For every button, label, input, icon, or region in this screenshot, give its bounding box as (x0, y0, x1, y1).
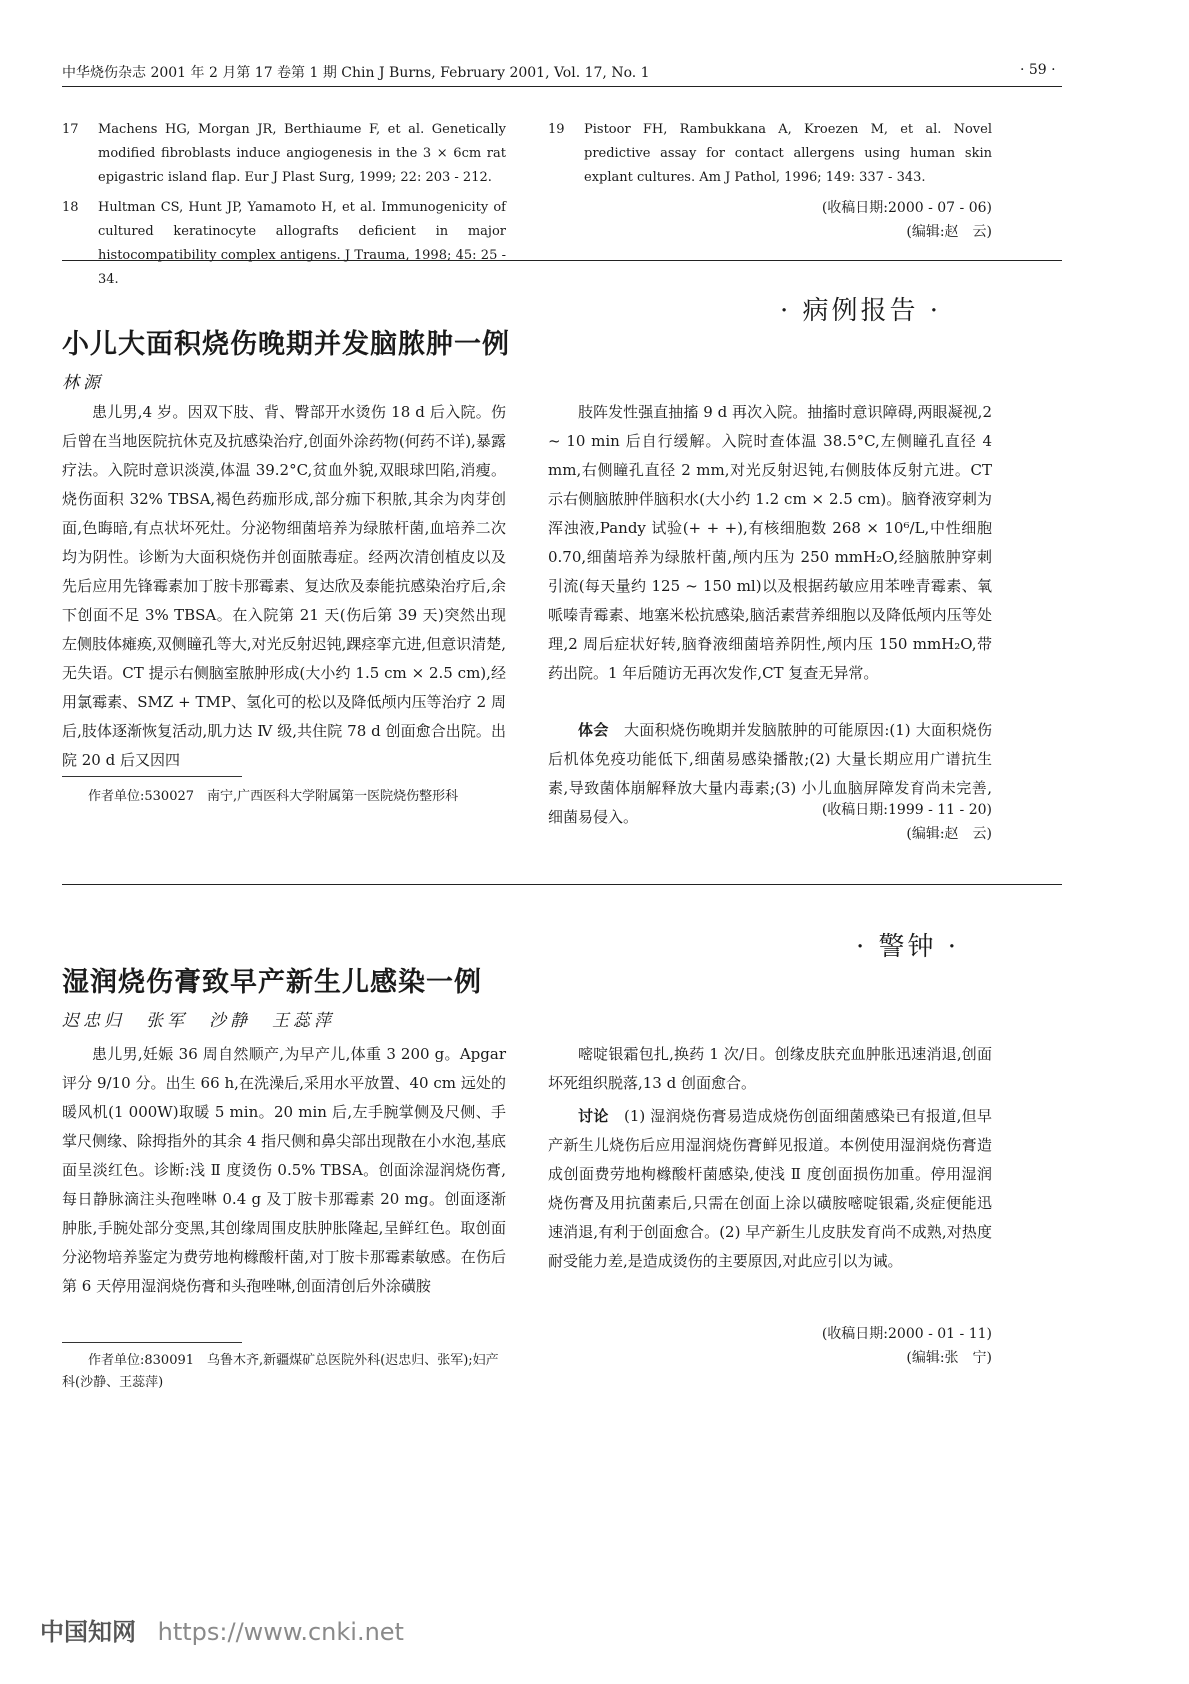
author-affiliation: 作者单位:530027 南宁,广西医科大学附属第一医院烧伤整形科 (88, 789, 459, 804)
discussion-text: 大面积烧伤晚期并发脑脓肿的可能原因:(1) 大面积烧伤后机体免疫功能低下,细菌易感染播散;(2) 大量长期应用广谱抗生素,导致菌体崩解释放大量内毒素;(3) 小儿血脑屏障发育尚未完善,细菌易侵入。 (548, 721, 992, 826)
body-paragraph: 患儿男,妊娠 36 周自然顺产,为早产儿,体重 3 200 g。Apgar 评分 9/10 分。出生 66 h,在洗澡后,采用水平放置、40 cm 远处的暖风机(1 000W)取暖 5 min。20 min 后,左手腕掌侧及尺侧、手掌尺侧缘、除拇指外的其余 4 指尺侧和鼻尖部出现散在小水泡,基底面呈淡红色。诊断:浅 Ⅱ 度烫伤 0.5% TBSA。创面涂湿润烧伤膏,每日静脉滴注头孢唑啉 0.4 g 及丁胺卡那霉素 20 mg。创面逐渐肿胀,手腕处部分变黑,其创缘周围皮肤肿胀隆起,呈鲜红色。取创面分泌物培养鉴定为费劳地枸橼酸杆菌,对丁胺卡那霉素敏感。在伤后第 6 天停用湿润烧伤膏和头孢唑啉,创面清创后外涂磺胺 (62, 1045, 506, 1295)
reference-text: Pistoor FH, Rambukkana A, Kroezen M, et al. Novel predictive assay for contact allergens using human skin explant cultures. Am J Pathol, 1996; 149: 337 - 343. (584, 122, 992, 185)
cnki-watermark (40, 1612, 404, 1647)
editor-credit: (编辑:张 宁) (906, 1350, 992, 1366)
received-date: (收稿日期:1999 - 11 - 20) (821, 802, 992, 818)
footnote-rule (62, 776, 242, 777)
reference-number: 18 (62, 200, 79, 215)
discussion-heading: 体会 (578, 721, 609, 739)
body-paragraph: 嘧啶银霜包扎,换药 1 次/日。创缘皮肤充血肿胀迅速消退,创面坏死组织脱落,13 d 创面愈合。 (548, 1045, 992, 1092)
section-label: · 病例报告 · (780, 296, 942, 326)
article-authors: 迟忠归 张军 沙静 王蕊萍 (62, 1011, 335, 1031)
cnki-url[interactable]: https://www.cnki.net (157, 1618, 404, 1646)
cnki-logo: 中国知网 (40, 1618, 136, 1646)
reference-number: 19 (548, 122, 565, 137)
article-authors: 林源 (62, 373, 104, 393)
reference-number: 17 (62, 122, 79, 137)
reference-text: Machens HG, Morgan JR, Berthiaume F, et al. Genetically modified fibroblasts induce angiogenesis in the 3 × 6cm rat epigastric island flap. Eur J Plast Surg, 1999; 22: 203 - 212. (98, 122, 506, 185)
body-paragraph: 患儿男,4 岁。因双下肢、背、臀部开水烫伤 18 d 后入院。伤后曾在当地医院抗休克及抗感染治疗,创面外涂药物(何药不详),暴露疗法。入院时意识淡漠,体温 39.2°C,贫血外貌,双眼球凹陷,消瘦。烧伤面积 32% TBSA,褐色药痂形成,部分痂下积脓,其余为肉芽创面,色晦暗,有点状坏死灶。分泌物细菌培养为绿脓杆菌,血培养二次均为阴性。诊断为大面积烧伤并创面脓毒症。经两次清创植皮以及先后应用先锋霉素加丁胺卡那霉素、复达欣及泰能抗感染治疗后,余下创面不足 3% TBSA。在入院第 21 天(伤后第 39 天)突然出现左侧肢体瘫痪,双侧瞳孔等大,对光反射迟钝,踝痉挛亢进,但意识清楚,无失语。CT 提示右侧脑室脓肿形成(大小约 1.5 cm × 2.5 cm),经用氯霉素、SMZ + TMP、氢化可的松以及降低颅内压等治疗 2 周后,肢体逐渐恢复活动,肌力达 Ⅳ 级,共住院 78 d 创面愈合出院。出院 20 d 后又因四 (62, 403, 506, 769)
header-rule (62, 86, 1062, 87)
received-date: (收稿日期:2000 - 07 - 06) (821, 200, 992, 216)
discussion-heading: 讨论 (578, 1107, 609, 1125)
section-divider (62, 884, 1062, 885)
body-paragraph: 肢阵发性强直抽搐 9 d 再次入院。抽搐时意识障碍,两眼凝视,2 ~ 10 min 后自行缓解。入院时查体温 38.5°C,左侧瞳孔直径 4 mm,右侧瞳孔直径 2 mm,对光反射迟钝,右侧肢体反射亢进。CT 示右侧脑脓肿伴脑积水(大小约 1.2 cm × 2.5 cm)。脑脊液穿刺为浑浊液,Pandy 试验(+ + +),有核细胞数 268 × 10⁶/L,中性细胞 0.70,细菌培养为绿脓杆菌,颅内压为 250 mmH₂O,经脑脓肿穿刺引流(每天量约 125 ~ 150 ml)以及根据药敏应用苯唑青霉素、氧哌嗪青霉素、地塞米松抗感染,脑活素营养细胞以及降低颅内压等处理,2 周后症状好转,脑脊液细菌培养阴性,颅内压 150 mmH₂O,带药出院。1 年后随访无再次发作,CT 复查无异常。 (548, 403, 992, 682)
page-number: · 59 · (1020, 62, 1056, 78)
section-divider (62, 260, 1062, 261)
footnote-rule (62, 1342, 242, 1343)
reference-item (62, 118, 506, 190)
article-title: 湿润烧伤膏致早产新生儿感染一例 (62, 967, 482, 998)
author-affiliation: 作者单位:830091 乌鲁木齐,新疆煤矿总医院外科(迟忠归、张军);妇产科(沙静、王蕊萍) (62, 1353, 499, 1390)
reference-item (62, 196, 506, 287)
discussion-block (548, 1102, 992, 1302)
article-body-left (62, 1040, 506, 1330)
reference-text: Hultman CS, Hunt JP, Yamamoto H, et al. Immunogenicity of cultured keratinocyte allografts deficient in major histocompatibility complex antigens. J Trauma, 1998; 45: 25 - 34. (98, 200, 506, 287)
section-label: · 警钟 · (856, 932, 960, 962)
received-date: (收稿日期:2000 - 01 - 11) (821, 1326, 992, 1342)
article-title: 小儿大面积烧伤晚期并发脑脓肿一例 (62, 329, 510, 360)
reference-item (548, 118, 992, 190)
article-body-right (548, 1040, 992, 1100)
editor-credit: (编辑:赵 云) (906, 224, 992, 240)
discussion-text: (1) 湿润烧伤膏易造成烧伤创面细菌感染已有报道,但早产新生儿烧伤后应用湿润烧伤膏鲜见报道。本例使用湿润烧伤膏造成创面费劳地枸橼酸杆菌感染,使浅 Ⅱ 度创面损伤加重。停用湿润烧伤膏及用抗菌素后,只需在创面上涂以磺胺嘧啶银霜,炎症便能迅速消退,有利于创面愈合。(2) 早产新生儿皮肤发育尚不成熟,对热度耐受能力差,是造成烫伤的主要原因,对此应引以为诫。 (548, 1107, 992, 1270)
article-body-left (62, 398, 506, 798)
editor-credit: (编辑:赵 云) (906, 826, 992, 842)
journal-header: 中华烧伤杂志 2001 年 2 月第 17 卷第 1 期 Chin J Burns, February 2001, Vol. 17, No. 1 (62, 65, 650, 81)
article-body-right (548, 398, 992, 698)
